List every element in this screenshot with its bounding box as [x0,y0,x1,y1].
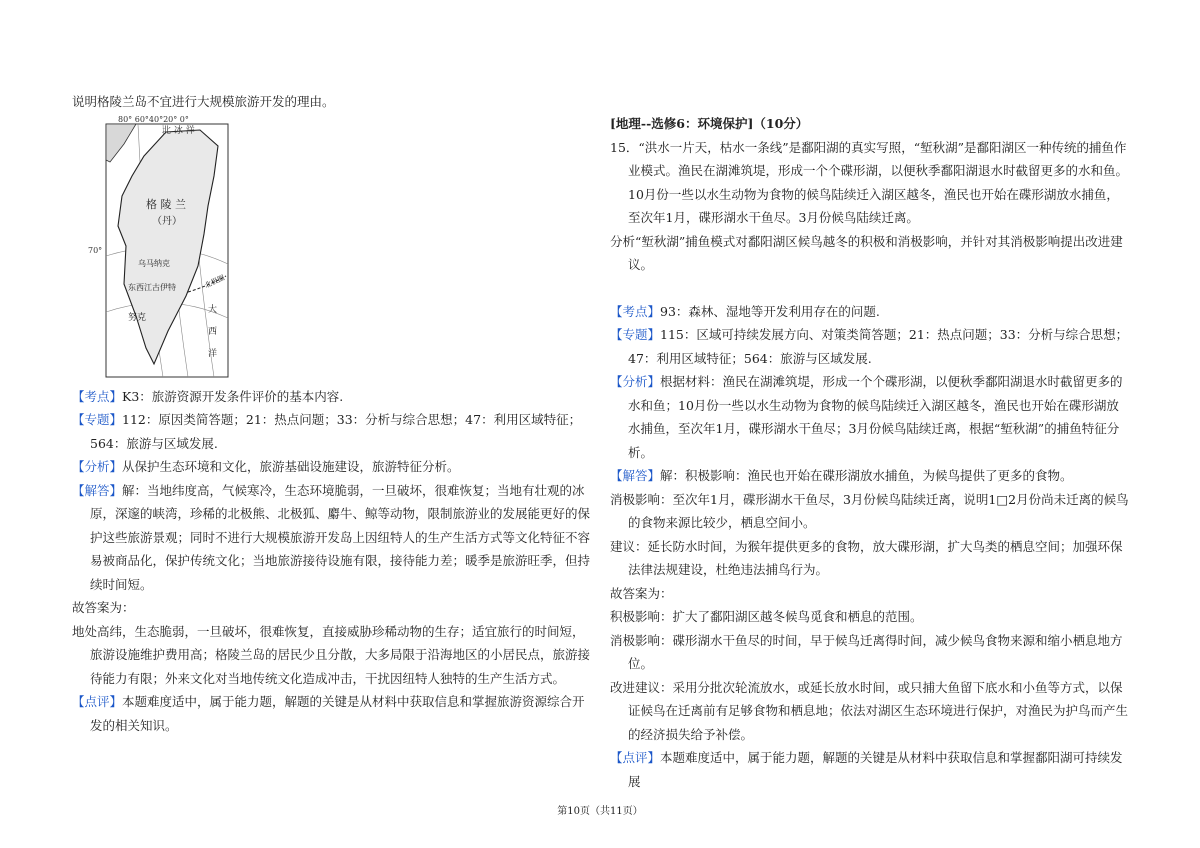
map-lon-labels: 80° 60°40°20° 0° [118,115,189,124]
jieda-para [610,464,1130,488]
left-column [72,90,592,737]
zhuanti-text: 112：原因类简答题；21：热点问题；33：分析与综合思想；47：利用区域特征；564：旅游与区域发展. [90,412,582,451]
dianping-text: 本题难度适中，属于能力题，解题的关键是从材料中获取信息和掌握鄱阳湖可持续发展 [628,750,1123,789]
suggestion: 建议：延长防水时间，为猴年提供更多的食物，放大碟形湖，扩大鸟类的栖息空间；加强环保法律法规建设，杜绝违法捕鸟行为。 [610,538,1123,577]
map-city-2: 东西江古伊特 [128,282,176,292]
map-lat-label: 70° [88,245,103,255]
zhuanti-tag: 【专题】 [610,327,661,342]
answer-3: 改进建议：采用分批次轮流放水，或延长放水时间，或只捕大鱼留下底水和小鱼等方式，以保证候鸟在迁离前有足够食物和栖息地；依法对湖区生态环境进行保护，对渔民为护鸟而产生的经济损失给予补偿。 [610,679,1129,742]
answer-2: 消极影响：碟形湖水干鱼尽的时间，早于候鸟迁离得时间，减少候鸟食物来源和缩小栖息地方位。 [610,632,1123,671]
greenland-map [88,116,238,379]
question-tail: 说明格陵兰岛不宜进行大规模旅游开发的理由。 [72,94,335,109]
fenxi-para [72,455,592,479]
jieda-text: 解：积极影响：渔民也开始在碟形湖放水捕鱼，为候鸟提供了更多的食物。 [660,468,1073,483]
kaodian-text: K3：旅游资源开发条件评价的基本内容. [122,388,344,404]
question-15-ask: 分析“堑秋湖”捕鱼模式对鄱阳湖区候鸟越冬的积极和消极影响，并针对其消极影响提出改进建议。 [610,233,1123,272]
fenxi-text: 根据材料：渔民在湖滩筑堤，形成一个个碟形湖，以便秋季鄱阳湖退水时截留更多的水和鱼；10月份一些以水生动物为食物的候鸟陆续迁入湖区越冬，渔民也开始在碟形湖放水捕鱼，至次年1月，碟形湖水干鱼尽；3月份候鸟陆续迁离，根据“堑秋湖”的捕鱼特征分析。 [628,374,1123,460]
zhuanti-para [610,323,1130,370]
kaodian-text: 93：森林、湿地等开发利用存在的问题. [660,303,880,319]
map-country: 格 陵 兰 [146,197,186,211]
dianping-tag: 【点评】 [72,694,123,709]
dianping-tag: 【点评】 [610,750,661,765]
jieda-tag: 【解答】 [610,468,661,483]
fenxi-tag: 【分析】 [610,374,661,389]
answer-label: 故答案为： [72,600,135,615]
kaodian-para [610,300,1130,324]
jieda-para [72,479,592,597]
question-15: 15．“洪水一片天，枯水一条线”是鄱阳湖的真实写照，“堑秋湖”是鄱阳湖区一种传统的捕鱼作业模式。渔民在湖滩筑堤，形成一个个碟形湖，以便秋季鄱阳湖退水时截留更多的水和鱼。10月份一些以水生动物为食物的候鸟陆续迁入湖区越冬，渔民也开始在碟形湖放水捕鱼，至次年1月，碟形湖水干鱼尽。3月份候鸟陆续迁离。 [610,139,1129,225]
kaodian-tag: 【考点】 [610,303,661,319]
zhuanti-tag: 【专题】 [72,412,123,427]
greenland-map-figure [88,116,238,379]
kaodian-tag: 【考点】 [72,388,123,404]
section-title: [地理--选修6：环境保护]（10分） [610,116,809,131]
dianping-para [610,746,1130,793]
map-city-1: 乌马纳克 [138,258,170,268]
jieda-tag: 【解答】 [72,482,123,498]
dianping-text: 本题难度适中，属于能力题，解题的关键是从材料中获取信息和掌握旅游资源综合开发的相关知识。 [90,694,585,733]
map-ocean-east-2: 西 [208,326,218,337]
jieda-text: 解：当地纬度高，气候寒冷，生态环境脆弱，一旦破坏，很难恢复；当地有壮观的冰原，深邃的峡湾，珍稀的北极熊、北极狐、麝牛、鲸等动物，限制旅游业的发展能更好的保护这些旅游景观；同时不进行大规模旅游开发岛上因纽特人的生产生活方式等文化特征不容易被商品化，保护传统文化；当地旅游接待设施有限，接待能力差；暖季是旅游旺季，但持续时间短。 [90,482,591,592]
spacer [610,277,1130,300]
zhuanti-text: 115：区域可持续发展方向、对策类简答题；21：热点问题；33：分析与综合思想；47：利用区域特征；564：旅游与区域发展. [628,327,1129,366]
page-footer: 第10页（共11页） [557,806,643,817]
dianping-para [72,690,592,737]
fenxi-tag: 【分析】 [72,459,123,474]
answer-1: 积极影响：扩大了鄱阳湖区越冬候鸟觅食和栖息的范围。 [610,609,923,624]
right-column [610,112,1130,793]
map-ocean-east-3: 洋 [208,348,218,359]
map-city-3: 努克 [128,312,147,323]
fenxi-para [610,370,1130,464]
map-circle: 北极圈 [203,273,226,290]
answer-label: 故答案为： [610,585,673,601]
kaodian-para [72,385,592,409]
zhuanti-para [72,408,592,455]
map-country-sub: （丹） [152,215,182,227]
negative-impact: 消极影响：至次年1月，碟形湖水干鱼尽，3月份候鸟陆续迁离，说明1□2月份尚未迁离的候鸟的食物来源比较少，栖息空间小。 [610,491,1129,530]
fenxi-text: 从保护生态环境和文化，旅游基础设施建设，旅游特征分析。 [122,459,460,474]
map-ocean-east-1: 大 [208,304,218,315]
map-ocean-north: 北 冰 洋 [162,125,195,136]
answer-text: 地处高纬，生态脆弱，一旦破坏，很难恢复，直接威胁珍稀动物的生存；适宜旅行的时间短，旅游设施维护费用高；格陵兰岛的居民少且分散，大多局限于沿海地区的小居民点，旅游接待能力有限；外来文化对当地传统文化造成冲击，干扰因纽特人独特的生产生活方式。 [72,623,591,686]
